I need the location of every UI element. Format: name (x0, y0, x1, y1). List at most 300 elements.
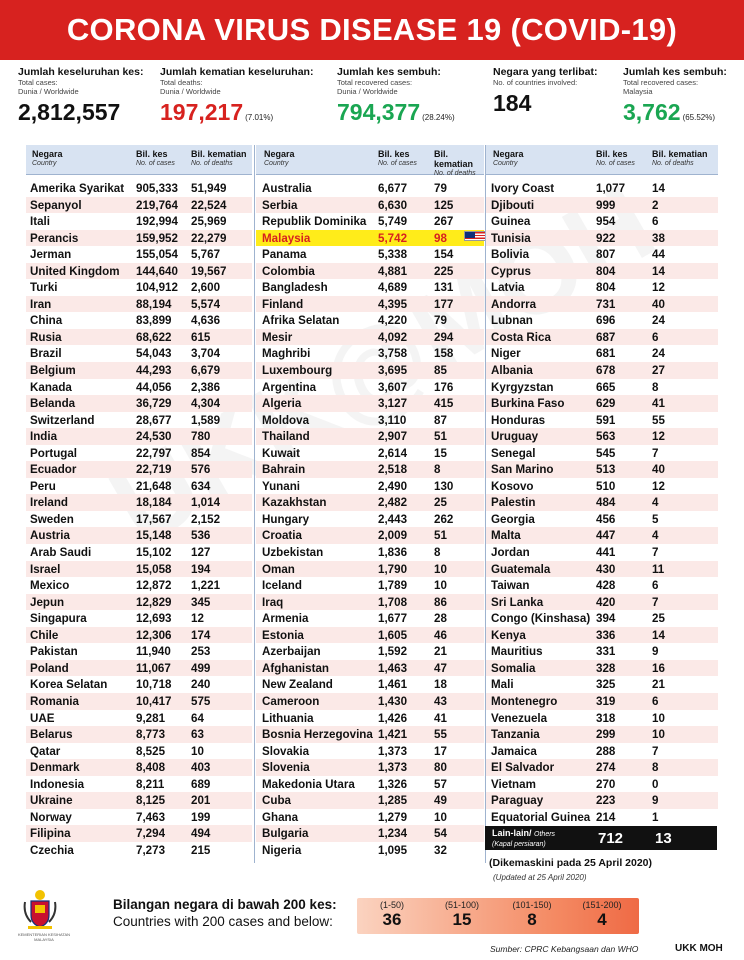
death-count: 403 (191, 761, 211, 775)
case-count: 328 (596, 661, 616, 675)
country-name: Belgium (30, 364, 76, 378)
death-count: 51,949 (191, 182, 227, 195)
death-count: 780 (191, 430, 211, 444)
country-name: Kosovo (491, 479, 534, 493)
country-name: Panama (262, 248, 307, 262)
country-name: Norway (30, 810, 72, 824)
death-count: 10 (434, 579, 447, 593)
table-row (486, 710, 718, 727)
country-name: Taiwan (491, 579, 530, 593)
case-count: 678 (596, 364, 616, 378)
case-count: 3,758 (378, 347, 408, 361)
country-name: Ivory Coast (491, 182, 555, 195)
death-count: 10 (191, 744, 204, 758)
death-count: 86 (434, 595, 447, 609)
death-count: 10 (434, 810, 447, 824)
table-row (486, 345, 718, 362)
case-count: 591 (596, 413, 616, 427)
bucket (357, 900, 427, 929)
table-row (486, 577, 718, 594)
bucket-value: 4 (597, 910, 607, 929)
death-count: 3,704 (191, 347, 221, 361)
table-row (26, 676, 252, 693)
country-name: Malta (491, 529, 521, 543)
death-count: 267 (434, 215, 454, 229)
country-name: Slovakia (262, 744, 310, 758)
small-countries-label: Bilangan negara di bawah 200 kes: Countries with 200 cases and below: (113, 897, 337, 929)
country-name: Moldova (262, 413, 310, 427)
country-name: Bahrain (262, 463, 306, 477)
table-row (486, 279, 718, 296)
case-count: 8,408 (136, 761, 166, 775)
country-name: Latvia (491, 281, 525, 295)
case-count: 2,009 (378, 529, 408, 543)
country-name: Congo (Kinshasa) (491, 612, 591, 626)
country-name: Bolivia (491, 248, 530, 262)
table-row (486, 676, 718, 693)
case-count: 1,095 (378, 843, 408, 857)
death-count: 2,386 (191, 380, 221, 394)
death-count: 177 (434, 297, 454, 311)
case-count: 4,689 (378, 281, 408, 295)
country-name: Lubnan (491, 314, 533, 328)
table-row (26, 693, 252, 710)
bucket-range: (151-200) (582, 900, 622, 910)
table-row (26, 743, 252, 760)
death-count: 8 (652, 380, 659, 394)
stat-sublabel: Dunia / Worldwide (337, 87, 398, 96)
death-count: 6,679 (191, 364, 221, 378)
death-count: 12 (652, 479, 665, 493)
death-count: 6 (652, 215, 659, 229)
country-name: Australia (262, 182, 312, 195)
table-row (256, 246, 484, 263)
country-name: San Marino (491, 463, 554, 477)
country-name: Iraq (262, 595, 284, 609)
country-name: New Zealand (262, 678, 333, 692)
country-name: Bangladesh (262, 281, 328, 295)
others-cases: 712 (598, 830, 624, 847)
bucket-value: 8 (527, 910, 537, 929)
table-header (486, 145, 718, 175)
country-name: Peru (30, 479, 56, 493)
death-count: 16 (652, 661, 665, 675)
table-row (256, 842, 484, 859)
death-count: 6 (652, 330, 659, 344)
header-deaths: Bil. kematian No. of deaths (191, 149, 247, 167)
death-count: 80 (434, 761, 447, 775)
table-row (486, 478, 718, 495)
country-name: Bosnia Herzegovina (262, 728, 373, 742)
death-count: 154 (434, 248, 454, 262)
case-count: 2,443 (378, 512, 408, 526)
case-count: 1,421 (378, 728, 408, 742)
case-count: 1,790 (378, 562, 408, 576)
country-name: Filipina (30, 827, 71, 841)
country-name: Kazakhstan (262, 496, 327, 510)
country-name: Palestin (491, 496, 536, 510)
table-row (256, 511, 484, 528)
case-count: 318 (596, 711, 616, 725)
death-count: 25 (652, 612, 665, 626)
stat-recovered-malaysia (623, 66, 727, 126)
stat-sublabel: Total cases: (18, 78, 58, 87)
death-count: 5,574 (191, 297, 221, 311)
death-count: 10 (652, 728, 665, 742)
stat-percent: (7.01%) (245, 113, 274, 122)
table-row (256, 428, 484, 445)
case-count: 336 (596, 628, 616, 642)
country-name: Honduras (491, 413, 546, 427)
case-count: 104,912 (136, 281, 178, 295)
case-count: 7,273 (136, 843, 166, 857)
table-row (256, 693, 484, 710)
death-count: 634 (191, 479, 211, 493)
table-row (486, 412, 718, 429)
death-count: 4 (652, 496, 659, 510)
table-row (26, 180, 252, 197)
header-deaths: Bil. kematian No. of deaths (652, 149, 708, 167)
death-count: 689 (191, 777, 211, 791)
stat-sublabel: No. of countries involved: (493, 78, 578, 87)
case-count: 3,695 (378, 364, 408, 378)
table-row (486, 197, 718, 214)
stat-label: Jumlah kes sembuh: (623, 66, 727, 78)
death-count: 2 (652, 198, 659, 212)
table-row (256, 710, 484, 727)
table-row (256, 379, 484, 396)
table-row (486, 263, 718, 280)
table-row (26, 759, 252, 776)
table-row (256, 676, 484, 693)
country-name: Tanzania (491, 728, 540, 742)
table-row (256, 197, 484, 214)
country-name: Montenegro (491, 694, 558, 708)
country-name: Belanda (30, 397, 76, 411)
death-count: 1,221 (191, 579, 221, 593)
column-divider (485, 145, 486, 863)
table-row (486, 213, 718, 230)
death-count: 240 (191, 678, 211, 692)
death-count: 43 (434, 694, 447, 708)
death-count: 345 (191, 595, 211, 609)
country-name: Israel (30, 562, 61, 576)
death-count: 158 (434, 347, 454, 361)
page-title: CORONA VIRUS DISEASE 19 (COVID-19) (0, 0, 744, 60)
country-name: Equatorial Guinea (491, 810, 591, 824)
stat-percent: (65.52%) (682, 113, 716, 122)
case-count: 922 (596, 231, 616, 245)
table-row (26, 660, 252, 677)
country-name: Finland (262, 297, 304, 311)
case-count: 1,077 (596, 182, 626, 195)
table-row (26, 445, 252, 462)
case-count: 954 (596, 215, 616, 229)
table-row (486, 693, 718, 710)
case-count: 8,125 (136, 794, 166, 808)
country-name: Afrika Selatan (262, 314, 340, 328)
case-count: 681 (596, 347, 616, 361)
table-row (26, 809, 252, 826)
country-name: Perancis (30, 231, 79, 245)
country-name: Cameroon (262, 694, 320, 708)
stat-total-cases (18, 66, 143, 126)
case-count: 15,102 (136, 546, 172, 560)
death-count: 85 (434, 364, 447, 378)
death-count: 127 (191, 546, 211, 560)
table-row (256, 743, 484, 760)
table-row (26, 527, 252, 544)
death-count: 7 (652, 744, 659, 758)
table-row (486, 759, 718, 776)
bucket-range: (101-150) (512, 900, 552, 910)
table-column (256, 145, 484, 858)
death-count: 4,304 (191, 397, 221, 411)
table-row (486, 428, 718, 445)
stat-value: 2,812,557 (18, 99, 121, 125)
case-count: 513 (596, 463, 616, 477)
case-count: 441 (596, 546, 616, 560)
table-row (486, 246, 718, 263)
death-count: 28 (434, 612, 447, 626)
country-name: Ireland (30, 496, 69, 510)
stat-sublabel: Total recovered cases: (623, 78, 699, 87)
case-count: 11,940 (136, 645, 171, 659)
source-credit: Sumber: CPRC Kebangsaan dan WHO (490, 944, 639, 954)
case-count: 144,640 (136, 264, 178, 278)
table-row (26, 246, 252, 263)
case-count: 54,043 (136, 347, 172, 361)
death-count: 10 (434, 562, 447, 576)
table-row (486, 726, 718, 743)
case-count: 44,293 (136, 364, 172, 378)
case-count: 219,764 (136, 198, 178, 212)
table-column (486, 145, 718, 825)
table-row (26, 643, 252, 660)
stat-value: 3,762 (65.52%) (623, 99, 716, 125)
death-count: 8 (434, 546, 441, 560)
country-name: Guinea (491, 215, 531, 229)
death-count: 12 (191, 612, 204, 626)
case-count: 8,773 (136, 728, 166, 742)
case-count: 394 (596, 612, 616, 626)
death-count: 47 (434, 661, 447, 675)
table-row (26, 428, 252, 445)
case-count: 15,148 (136, 529, 172, 543)
case-count: 804 (596, 264, 616, 278)
bucket (427, 900, 497, 929)
table-row (486, 230, 718, 247)
death-count: 25 (434, 496, 447, 510)
death-count: 201 (191, 794, 211, 808)
bucket-value: 36 (382, 910, 402, 929)
death-count: 57 (434, 777, 447, 791)
table-row (26, 825, 252, 842)
country-name: Kenya (491, 628, 526, 642)
country-name: UAE (30, 711, 55, 725)
country-name: Hungary (262, 512, 310, 526)
death-count: 854 (191, 446, 211, 460)
case-count: 807 (596, 248, 616, 262)
case-count: 3,607 (378, 380, 408, 394)
case-count: 22,719 (136, 463, 172, 477)
country-name: Mexico (30, 579, 70, 593)
country-name: Makedonia Utara (262, 777, 355, 791)
table-row (26, 296, 252, 313)
death-count: 199 (191, 810, 211, 824)
case-count: 905,333 (136, 182, 178, 195)
country-name: Czechia (30, 843, 74, 857)
table-row (256, 279, 484, 296)
case-count: 1,592 (378, 645, 408, 659)
country-name: Algeria (262, 397, 302, 411)
case-count: 1,285 (378, 794, 408, 808)
country-name: Sri Lanka (491, 595, 544, 609)
country-name: Ecuador (30, 463, 77, 477)
country-name: Venezuela (491, 711, 548, 725)
case-count: 83,899 (136, 314, 172, 328)
table-row (256, 362, 484, 379)
table-row (486, 362, 718, 379)
case-count: 1,461 (378, 678, 408, 692)
country-name: Luxembourg (262, 364, 333, 378)
death-count: 253 (191, 645, 211, 659)
case-count: 456 (596, 512, 616, 526)
country-name: Portugal (30, 446, 78, 460)
stat-total-deaths (160, 66, 313, 126)
stat-sublabel: Total recovered cases: (337, 78, 413, 87)
case-count: 5,742 (378, 231, 408, 245)
death-count: 24 (652, 347, 665, 361)
header-cases: Bil. kes No. of cases (596, 149, 635, 167)
country-name: Brazil (30, 347, 62, 361)
death-count: 18 (434, 678, 447, 692)
case-count: 5,338 (378, 248, 408, 262)
case-count: 155,054 (136, 248, 178, 262)
header-cases: Bil. kes No. of cases (378, 149, 417, 167)
stat-sublabel: Dunia / Worldwide (160, 87, 221, 96)
table-row (256, 395, 484, 412)
country-name: Jordan (491, 546, 530, 560)
death-count: 5,767 (191, 248, 221, 262)
case-count: 12,872 (136, 579, 172, 593)
bucket-value: 15 (452, 910, 472, 929)
death-count: 294 (434, 330, 454, 344)
death-count: 44 (652, 248, 665, 262)
country-name: Singapura (30, 612, 87, 626)
country-name: Switzerland (30, 413, 95, 427)
table-header (26, 145, 252, 175)
case-count: 21,648 (136, 479, 172, 493)
death-count: 12 (652, 430, 665, 444)
table-row (26, 461, 252, 478)
death-count: 14 (652, 182, 665, 195)
case-count: 10,417 (136, 694, 172, 708)
stat-value: 794,377 (28.24%) (337, 99, 455, 125)
case-count: 2,518 (378, 463, 408, 477)
death-count: 9 (652, 794, 659, 808)
country-name: Sweden (30, 512, 74, 526)
bucket-range: (51-100) (444, 900, 480, 910)
table-row (256, 577, 484, 594)
country-name: Cyprus (491, 264, 531, 278)
country-name: Vietnam (491, 777, 536, 791)
case-count: 1,279 (378, 810, 408, 824)
death-count: 615 (191, 330, 211, 344)
table-row (486, 445, 718, 462)
death-count: 131 (434, 281, 454, 295)
country-name: Chile (30, 628, 59, 642)
case-count: 5,749 (378, 215, 408, 229)
country-name: Argentina (262, 380, 317, 394)
case-count: 22,797 (136, 446, 172, 460)
table-row (26, 412, 252, 429)
case-count: 4,881 (378, 264, 408, 278)
table-row (486, 561, 718, 578)
country-name: El Salvador (491, 761, 555, 775)
table-row (26, 726, 252, 743)
case-count: 428 (596, 579, 616, 593)
stat-recovered-world (337, 66, 455, 126)
country-name: Oman (262, 562, 295, 576)
death-count: 63 (191, 728, 204, 742)
case-count: 3,127 (378, 397, 408, 411)
case-count: 2,614 (378, 446, 408, 460)
stat-label: Jumlah kematian keseluruhan: (160, 66, 314, 78)
country-name: Bulgaria (262, 827, 309, 841)
case-count: 1,463 (378, 661, 408, 675)
stat-label: Jumlah keseluruhan kes: (18, 66, 144, 78)
case-count: 274 (596, 761, 616, 775)
death-count: 8 (652, 761, 659, 775)
death-count: 9 (652, 645, 659, 659)
column-divider (254, 145, 255, 863)
table-row (486, 776, 718, 793)
country-name: Jepun (30, 595, 65, 609)
country-name: Croatia (262, 529, 302, 543)
table-row (26, 842, 252, 859)
table-row (26, 197, 252, 214)
case-count: 7,463 (136, 810, 166, 824)
case-count: 696 (596, 314, 616, 328)
table-row (256, 544, 484, 561)
bucket (497, 900, 567, 929)
case-count: 2,490 (378, 479, 408, 493)
table-row (486, 527, 718, 544)
case-count: 17,567 (136, 512, 172, 526)
country-name: Denmark (30, 761, 80, 775)
case-count: 999 (596, 198, 616, 212)
country-name: Armenia (262, 612, 309, 626)
case-count: 1,708 (378, 595, 408, 609)
country-name: Estonia (262, 628, 304, 642)
table-row (486, 660, 718, 677)
country-name: Malaysia (262, 231, 311, 245)
table-row (486, 494, 718, 511)
table-row (486, 395, 718, 412)
stat-sublabel: Malaysia (623, 87, 653, 96)
country-name: Burkina Faso (491, 397, 565, 411)
death-count: 49 (434, 794, 447, 808)
country-name: Guatemala (491, 562, 551, 576)
case-count: 430 (596, 562, 616, 576)
case-count: 2,907 (378, 430, 408, 444)
table-row (486, 461, 718, 478)
table-row (486, 379, 718, 396)
case-count: 6,630 (378, 198, 408, 212)
country-name: Ukraine (30, 794, 73, 808)
table-row (486, 312, 718, 329)
